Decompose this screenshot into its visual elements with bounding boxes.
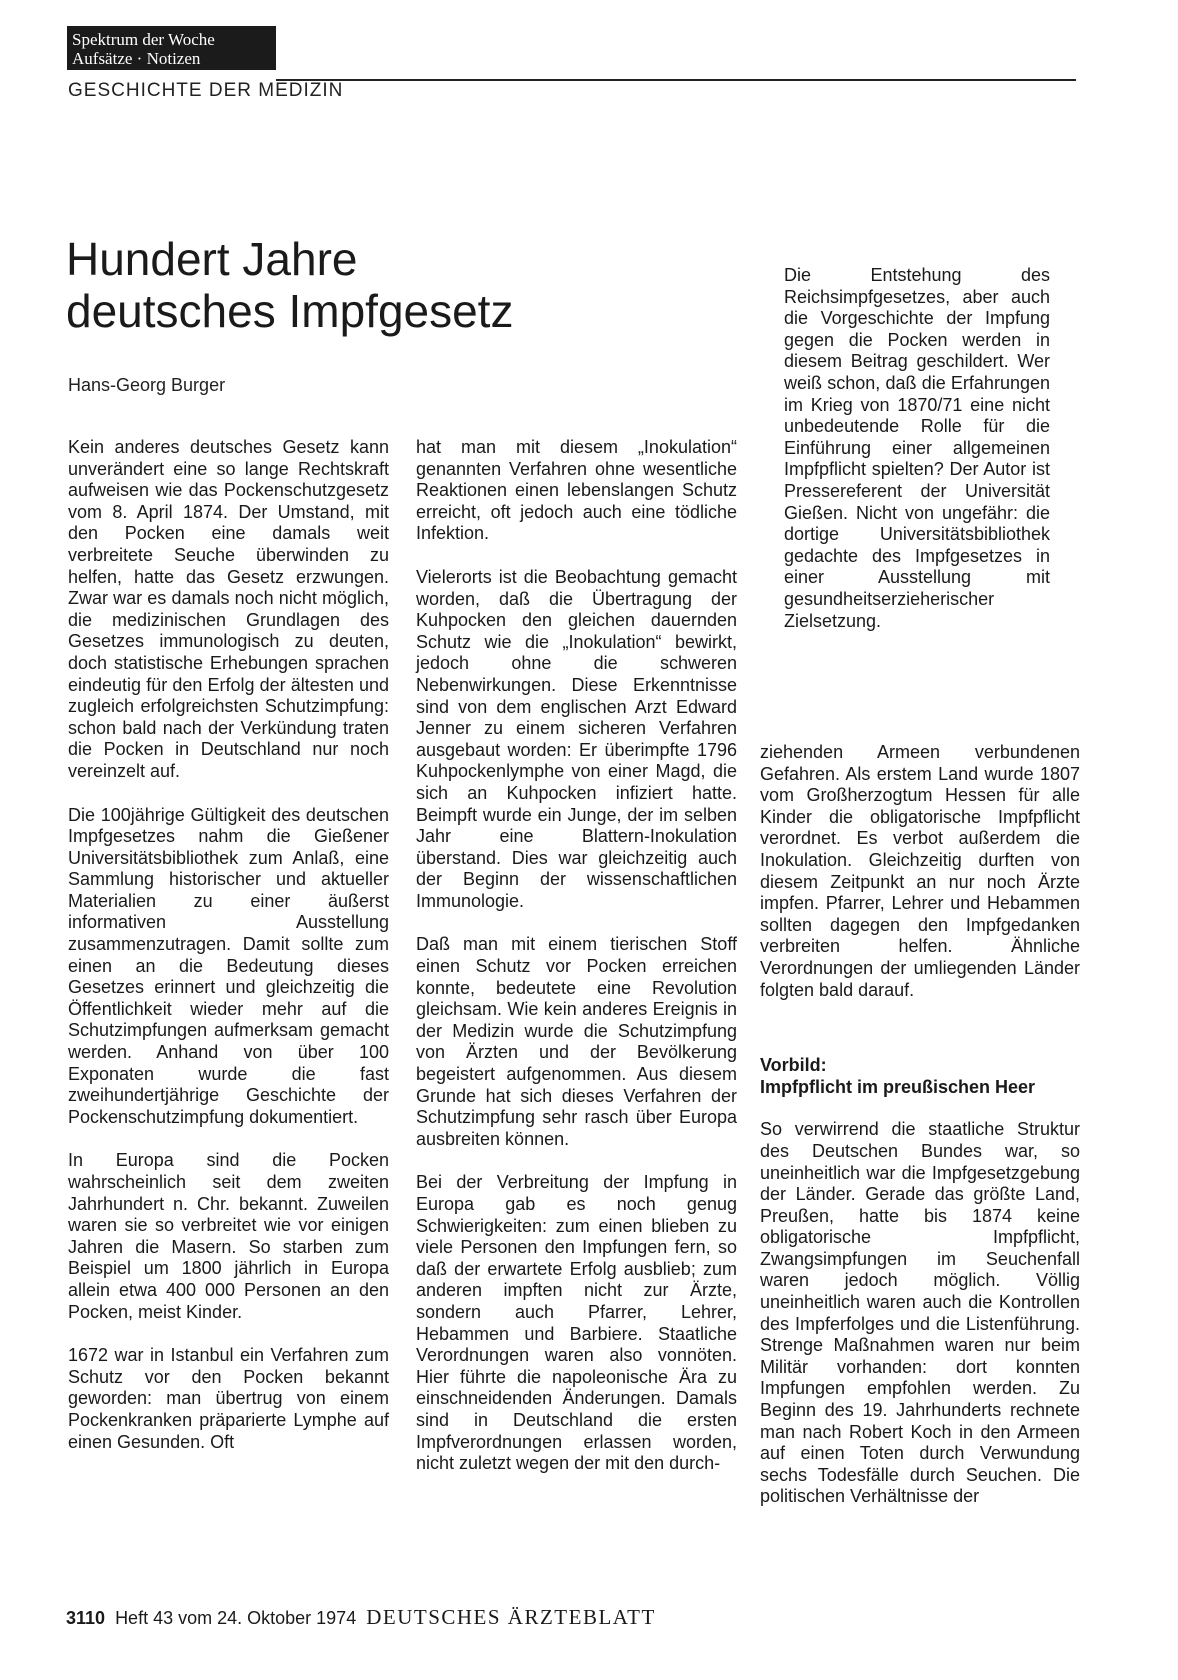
column-3	[760, 742, 1080, 1530]
magazine-name: DEUTSCHES ÄRZTEBLATT	[366, 1605, 656, 1629]
paragraph: Die 100jährige Gültigkeit des deutschen Impfgesetzes nahm die Gießener Universitätsbibliothek zum Anlaß, eine Sammlung historischer und aktueller Materialien zu einer äußerst informativen Ausstellung zusammenzutragen. Damit sollte zum einen an die Bedeutung dieses Gesetzes erinnert und gleichzeitig die Öffentlichkeit wieder mehr auf die Schutzimpfungen aufmerksam gemacht werden. Anhand von über 100 Exponaten wurde die fast zweihundertjährige Geschichte der Pockenschutzimpfung dokumentiert.	[68, 804, 389, 1127]
title-line-1: Hundert Jahre	[66, 233, 358, 285]
paragraph: So verwirrend die staatliche Struktur des Deutschen Bundes war, so uneinheitlich war die Impfgesetzgebung der Länder. Gerade das größte Land, Preußen, hatte bis 1874 keine obligatorische Impfpflicht, Zwangsimpfungen im Seuchenfall waren jedoch möglich. Völlig uneinheitlich waren auch die Kontrollen des Impferfolges und die Listenführung. Strenge Maßnahmen waren nur beim Militär vorhanden: dort konnten Impfungen empfohlen werden. Zu Beginn des 19. Jahrhunderts rechnete man nach Robert Koch in den Armeen auf einen Toten durch Verwundung sechs Todesfälle durch Seuchen. Die politischen Verhältnisse der	[760, 1119, 1080, 1507]
paragraph: Vielerorts ist die Beobachtung gemacht worden, daß die Übertragung der Kuhpocken den gleichen dauernden Schutz wie die „Inokulation“ bewirkt, jedoch ohne die schweren Nebenwirkungen. Diese Erkenntnisse sind von dem englischen Arzt Edward Jenner zu einem sicheren Verfahren ausgebaut worden: Er überimpfte 1796 Kuhpockenlymphe von einer Magd, die sich an Kuhpocken infiziert hatte. Beimpft wurde ein Junge, der im selben Jahr eine Blattern-Inokulation überstand. Dies war gleichzeitig auch der Beginn der wissenschaftlichen Immunologie.	[416, 566, 737, 911]
paragraph: Kein anderes deutsches Gesetz kann unverändert eine so lange Rechtskraft aufweisen wie das Pockenschutzgesetz vom 8. April 1874. Der Umstand, mit den Pocken eine damals weit verbreitete Seuche überwinden zu helfen, hatte das Gesetz erzwungen. Zwar war es damals noch nicht möglich, die medizinischen Grundlagen des Gesetzes immunologisch zu deuten, doch statistische Erhebungen sprachen eindeutig für den Erfolg der ältesten und zugleich erfolgreichsten Schutzimpfung: schon bald nach der Verkündung traten die Pocken in Deutschland nur noch vereinzelt auf.	[68, 437, 389, 781]
paragraph: In Europa sind die Pocken wahrscheinlich seit dem zweiten Jahrhundert n. Chr. bekannt. Zuweilen waren sie so verbreitet wie vor einigen Jahren die Masern. So starben zum Beispiel um 1800 jährlich in Europa allein etwa 400 000 Personen an den Pocken, meist Kinder.	[68, 1150, 389, 1322]
paragraph: Daß man mit einem tierischen Stoff einen Schutz vor Pocken erreichen konnte, bedeutete eine Revolution gleichsam. Wie kein anderes Ereignis in der Medizin wurde die Schutzimpfung von Ärzten und der Bevölkerung begeistert aufgenommen. Aus diesem Grunde hat sich dieses Verfahren der Schutzimpfung sehr rasch über Europa ausbreiten können.	[416, 934, 737, 1149]
subheading-line-1: Vorbild:	[760, 1055, 827, 1076]
page-number: 3110	[66, 1608, 106, 1628]
subheading	[760, 1055, 1080, 1098]
subheading-line-2: Impfpflicht im preußischen Heer	[760, 1076, 1036, 1097]
column-1	[68, 437, 389, 1475]
paragraph: Bei der Verbreitung der Impfung in Europa gab es noch genug Schwierigkeiten: zum einen blieben zu viele Personen den Impfungen fern, so daß der erwartete Erfolg ausblieb; zum anderen impften nicht zur Ärzte, sondern auch Pfarrer, Lehrer, Hebammen und Barbiere. Staatliche Verordnungen waren also vonnöten. Hier führte die napoleonische Ära zu einschneidenden Änderungen. Damals sind in Deutschland die ersten Impfverordnungen erlassen worden, nicht zuletzt wegen der mit den durch-	[416, 1172, 737, 1474]
paragraph: ziehenden Armeen verbundenen Gefahren. Als erstem Land wurde 1807 vom Großherzogtum Hessen für alle Kinder die obligatorische Impfpflicht verordnet. Es verbot außerdem die Inokulation. Gleichzeitig durften von diesem Zeitpunkt an nur noch Ärzte impfen. Pfarrer, Lehrer und Hebammen sollten dagegen den Impfgedanken verbreiten helfen. Ähnliche Verordnungen der umliegenden Länder folgten bald darauf.	[760, 742, 1080, 1000]
section-heading: GESCHICHTE DER MEDIZIN	[68, 80, 344, 101]
badge-line-2: Aufsätze · Notizen	[72, 49, 201, 68]
page-footer	[66, 1605, 656, 1630]
article-title	[66, 233, 626, 337]
paragraph: hat man mit diesem „Inokulation“ genannten Verfahren ohne wesentliche Reaktionen einen lebenslangen Schutz erreicht, oft jedoch auch eine tödliche Infektion.	[416, 437, 737, 544]
article-lead	[784, 265, 1050, 654]
lead-paragraph: Die Entstehung des Reichsimpfgesetzes, aber auch die Vorgeschichte der Impfung gegen die Pocken werden in diesem Beitrag geschildert. Wer weiß schon, daß die Erfahrungen im Krieg von 1870/71 eine nicht unbedeutende Rolle für die Einführung einer allgemeinen Impfpflicht spielten? Der Autor ist Pressereferent der Universität Gießen. Nicht von ungefähr: die dortige Universitätsbibliothek gedachte des Impfgesetzes in einer Ausstellung mit gesundheitserzieherischer Zielsetzung.	[784, 265, 1050, 631]
header-rule	[276, 79, 1076, 81]
article-author: Hans-Georg Burger	[68, 375, 226, 395]
section-badge	[67, 26, 276, 70]
issue-info: Heft 43 vom 24. Oktober 1974	[115, 1608, 357, 1628]
column-2	[416, 437, 737, 1497]
title-line-2: deutsches Impfgesetz	[66, 285, 514, 337]
paragraph: 1672 war in Istanbul ein Verfahren zum Schutz vor den Pocken bekannt geworden: man übertrug von einem Pockenkranken präparierte Lymphe auf einen Gesunden. Oft	[68, 1345, 389, 1452]
badge-line-1: Spektrum der Woche	[72, 30, 215, 49]
